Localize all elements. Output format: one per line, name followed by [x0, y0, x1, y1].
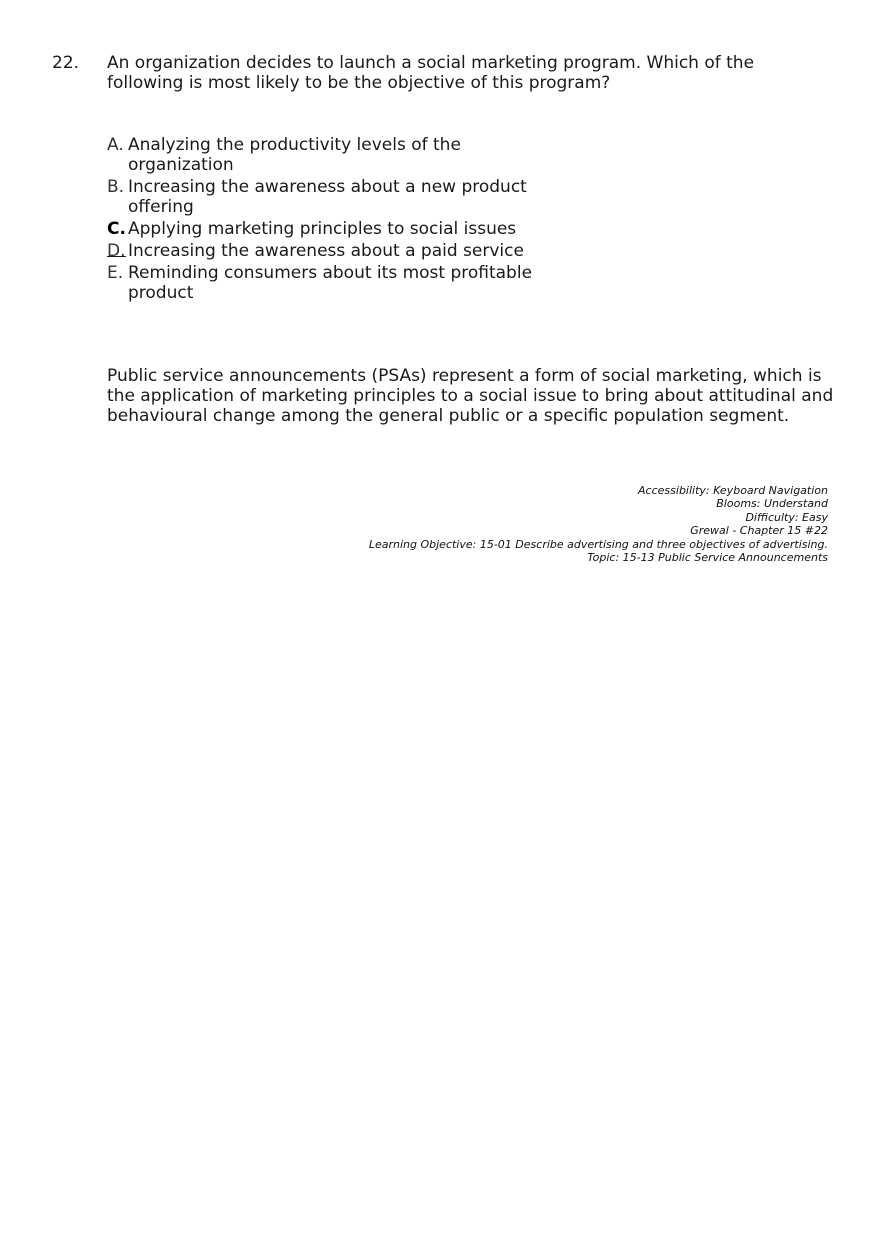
question-number: 22.: [52, 53, 80, 73]
option-d: [107, 241, 577, 261]
option-e: [107, 263, 577, 303]
option-letter: A.: [107, 135, 124, 155]
meta-blooms: Blooms: Understand: [716, 497, 828, 511]
option-c-correct: [107, 219, 577, 239]
meta-topic: Topic: 15-13 Public Service Announcements: [587, 551, 828, 565]
option-a: [107, 135, 577, 175]
answer-explanation: Public service announcements (PSAs) represent a form of social marketing, which is the application of marketing principles to a social issue to bring about attitudinal and behavioural change among the general public or a specific population segment.: [107, 366, 834, 426]
meta-difficulty: Difficulty: Easy: [745, 510, 828, 524]
question-text: An organization decides to launch a social marketing program. Which of the following is most likely to be the objective of this program?: [107, 53, 755, 93]
option-text: Increasing the awareness about a new product offering: [128, 177, 527, 217]
answer-options: [107, 135, 577, 305]
option-text: Analyzing the productivity levels of the organization: [128, 135, 461, 175]
option-letter: B.: [107, 177, 125, 197]
option-letter: D.: [107, 241, 126, 261]
meta-source: Grewal - Chapter 15 #22: [690, 524, 828, 538]
option-b: [107, 177, 577, 217]
option-text: Applying marketing principles to social issues: [128, 219, 517, 239]
option-text: Increasing the awareness about a paid service: [128, 241, 524, 261]
question-metadata: [369, 484, 828, 564]
option-text: Reminding consumers about its most profitable product: [128, 263, 533, 303]
option-letter: E.: [107, 263, 124, 283]
meta-accessibility: Accessibility: Keyboard Navigation: [638, 484, 828, 497]
meta-learning-objective: Learning Objective: 15-01 Describe advertising and three objectives of advertising.: [368, 537, 828, 551]
option-letter: C.: [107, 219, 126, 239]
